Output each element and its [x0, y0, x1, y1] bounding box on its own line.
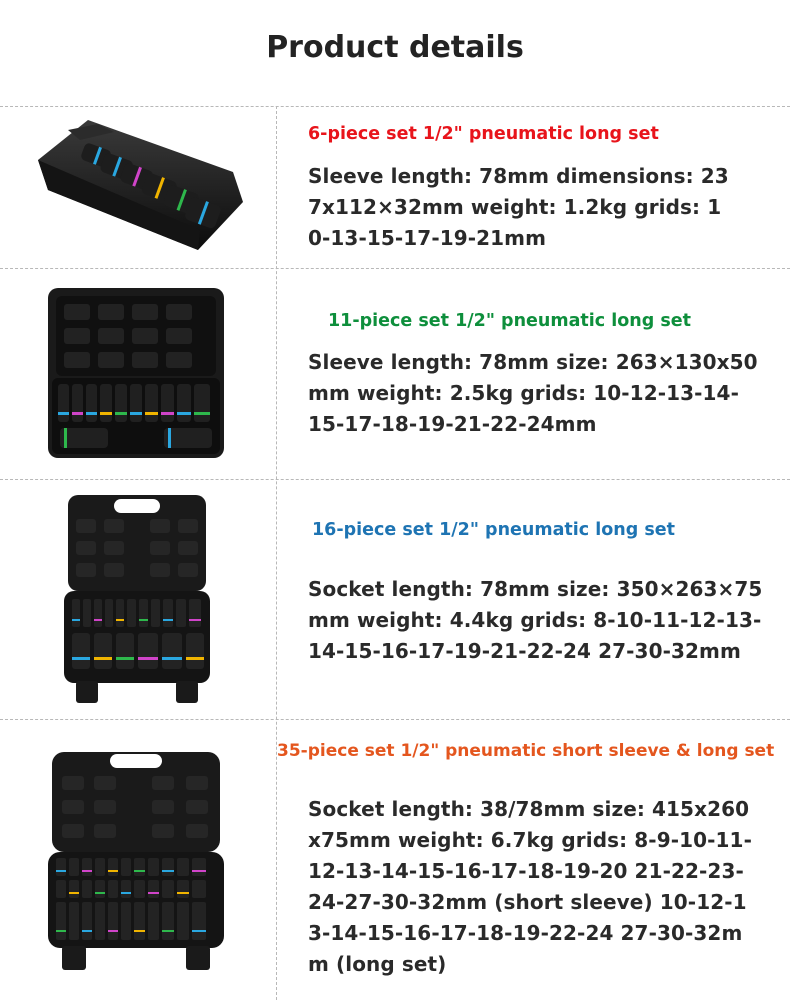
spec-11-piece [308, 347, 758, 440]
spec-line: 3-14-15-16-17-18-19-22-24 27-30-32m [308, 921, 743, 945]
divider [0, 719, 790, 720]
spec-line: mm weight: 2.5kg grids: 10-12-13-14- [308, 381, 739, 405]
spec-line: 12-13-14-15-16-17-18-19-20 21-22-23- [308, 859, 744, 883]
product-image-35-piece [46, 748, 226, 978]
spec-line: m (long set) [308, 952, 447, 976]
spec-35-piece [308, 794, 752, 980]
spec-line: 24-27-30-32mm (short sleeve) 10-12-1 [308, 890, 747, 914]
product-image-6-piece [28, 112, 248, 262]
divider [0, 106, 790, 107]
spec-6-piece [308, 161, 748, 254]
set-title-16-piece: 16-piece set 1/2" pneumatic long set [312, 520, 675, 540]
spec-line: Socket length: 78mm size: 350×263×75 [308, 577, 763, 601]
spec-line: 15-17-18-19-21-22-24mm [308, 412, 597, 436]
spec-16-piece [308, 574, 763, 667]
spec-line: Socket length: 38/78mm size: 415x260 [308, 797, 750, 821]
set-title-11-piece: 11-piece set 1/2" pneumatic long set [328, 311, 691, 331]
spec-line: x75mm weight: 6.7kg grids: 8-9-10-11- [308, 828, 752, 852]
divider [0, 479, 790, 480]
spec-line: 14-15-16-17-19-21-22-24 27-30-32mm [308, 639, 741, 663]
spec-line: 7x112×32mm weight: 1.2kg grids: 1 [308, 195, 722, 219]
spec-line: Sleeve length: 78mm size: 263×130x50 [308, 350, 758, 374]
divider [0, 268, 790, 269]
set-title-35-piece: 35-piece set 1/2" pneumatic short sleeve & long set [277, 741, 775, 761]
spec-line: mm weight: 4.4kg grids: 8-10-11-12-13- [308, 608, 762, 632]
page-title: Product details [266, 30, 524, 65]
set-title-6-piece: 6-piece set 1/2" pneumatic long set [308, 124, 659, 144]
column-divider [276, 106, 277, 1000]
product-image-16-piece [62, 493, 212, 708]
product-image-11-piece [46, 286, 226, 461]
spec-line: Sleeve length: 78mm dimensions: 23 [308, 164, 729, 188]
spec-line: 0-13-15-17-19-21mm [308, 226, 547, 250]
